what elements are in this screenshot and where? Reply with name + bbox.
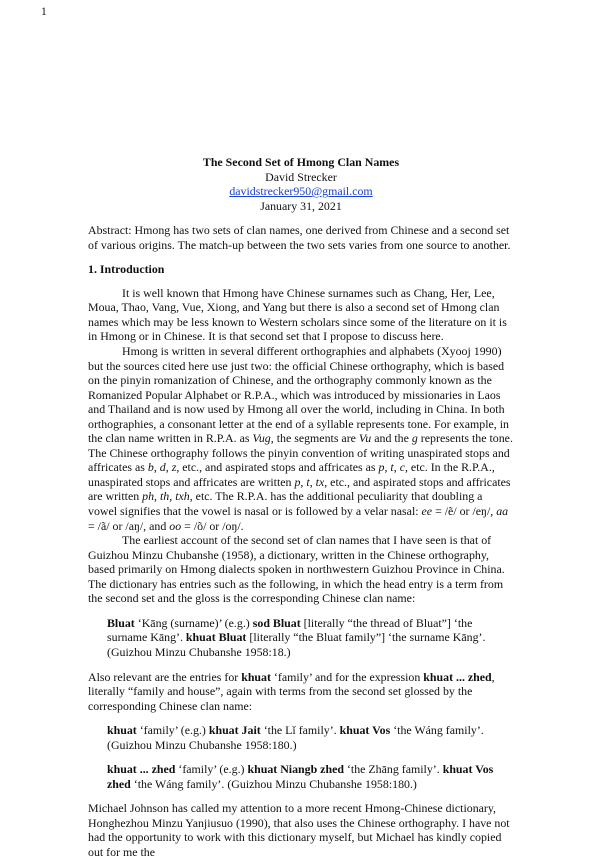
text-run: ‘the Wáng family’. (Guizhou Minzu Chubanshe 1958:180.) <box>107 723 484 752</box>
bold-term: khuat <box>241 669 271 684</box>
italic-term: d <box>159 460 166 475</box>
text-run: and the <box>371 431 412 446</box>
italic-term: g <box>411 431 418 446</box>
paragraph <box>88 670 514 714</box>
block-quote <box>107 616 514 660</box>
text-run: Michael Johnson has called my attention to a more recent Hmong-Chinese dictionary, Honghezhou Minzu Yanjiusuo (1990), that also uses the Chinese orthography. I have not had the opportunity to work with this dictionary myself, but Michael has kindly copied out for me the <box>88 801 510 859</box>
bold-term: khuat Jait <box>208 723 261 738</box>
italic-term: t <box>306 474 310 489</box>
author-name: David Strecker <box>265 169 337 184</box>
text-run: , etc. The R.P.A. has the additional peculiarity that doubling a vowel signifies that the vowel is nasal or is followed by a velar nasal: <box>88 489 483 519</box>
paragraph <box>88 286 514 344</box>
text-run: , <box>169 489 176 504</box>
abstract: Abstract: Hmong has two sets of clan names, one derived from Chinese and a second set of various origins. The match-up between the two sets varies from one source to another. <box>88 223 511 252</box>
bold-term: Bluat <box>107 615 135 630</box>
document-page <box>88 155 514 860</box>
text-run: Also relevant are the entries for <box>88 669 242 684</box>
text-run: The earliest account of the second set of clan names that I have seen is that of Guizhou Minzu Chubanshe (1958), a dictionary, written in the Chinese orthography, based primarily on Hmong dialects spoken in northwestern Guizhou Province in China. The dictionary has entries such as the following, in which the head entry is a term from the second set and the gloss is the corresponding Chinese clan name: <box>88 533 505 606</box>
text-run: = /õ/ or /oŋ/. <box>181 518 244 533</box>
text-run: , <box>153 460 160 475</box>
text-run: = /ẽ/ or /eŋ/, <box>432 504 497 519</box>
text-run: It is well known that Hmong have Chinese surnames such as Chang, Her, Lee, Moua, Thao, Vang, Vue, Xiong, and Yang but there is also a second set of Hmong clan names which may be less known to Western scholars since some of the literature on it is in Hmong or in Chinese. It is that second set that I propose to discuss here. <box>88 285 507 344</box>
bold-term: khuat Vos <box>339 723 391 738</box>
text-run: , literally “family and house”, again with terms from the second set glossed by the corresponding Chinese clan name: <box>88 669 495 713</box>
text-run: = /ã/ or /aŋ/, and <box>88 518 170 533</box>
text-run: represents the tone. The Chinese orthography follows the pinyin convention of writing unaspirated stops and affricates as <box>88 431 513 475</box>
author-email-link[interactable]: davidstrecker950@gmail.com <box>229 184 373 199</box>
document-title: The Second Set of Hmong Clan Names <box>202 155 400 169</box>
text-run: , the segments are <box>270 431 359 446</box>
italic-term: Vu <box>358 431 372 446</box>
bold-term: khuat Bluat <box>185 630 247 645</box>
text-run: [literally “the Bluat family”] ‘the surname Kāng’. (Guizhou Minzu Chubanshe 1958:18.) <box>107 630 486 659</box>
paragraph <box>88 344 514 533</box>
text-run: ‘family’ (e.g.) <box>136 723 209 738</box>
text-run: , <box>393 460 400 475</box>
text-run: , etc., and aspirated stops and affricates as <box>176 460 379 475</box>
text-run: ‘the Wáng family’. (Guizhou Minzu Chubanshe 1958:180.) <box>130 776 417 791</box>
italic-term: c <box>399 460 405 475</box>
italic-term: z <box>171 460 177 475</box>
text-run: , <box>384 460 391 475</box>
text-run: ‘family’ (e.g.) <box>175 762 248 777</box>
italic-term: b <box>147 460 154 475</box>
bold-term: khuat <box>107 723 137 738</box>
text-run: ‘Kāng (surname)’ (e.g.) <box>134 615 253 630</box>
section-heading: 1. Introduction <box>88 262 165 277</box>
bold-term: sod Bluat <box>252 615 301 630</box>
text-run: ‘the Zhāng family’. <box>343 762 443 777</box>
italic-term: tx <box>315 474 325 489</box>
block-quote <box>107 723 514 752</box>
italic-term: p <box>378 460 385 475</box>
page-number: 1 <box>41 6 47 18</box>
italic-term: txh <box>175 489 190 504</box>
italic-term: p <box>294 474 301 489</box>
body-text <box>88 286 514 860</box>
text-run: ‘family’ and for the expression <box>270 669 424 684</box>
italic-term: aa <box>496 504 509 519</box>
text-run: , <box>154 489 160 504</box>
bold-term: khuat ... zhed <box>423 669 492 684</box>
block-quote <box>107 762 514 791</box>
italic-term: ph <box>142 489 155 504</box>
italic-term: oo <box>169 518 182 533</box>
text-run: Hmong is written in several different orthographies and alphabets (Xyooj 1990) but the sources cited here use just two: the official Chinese orthography, which is based on the pinyin romanization of Chinese, and the orthography commonly known as the Romanized Popular Alphabet or R.P.A., which was introduced by missionaries in Laos and Thailand and is now used by Hmong all over the world, including in China. In both orthographies, a consonant letter at the end of a syllable represents tone. For example, in the clan name written in R.P.A. as <box>88 344 509 446</box>
paragraph <box>88 801 514 859</box>
text-run: , etc., and aspirated stops and affricates are written <box>88 474 511 504</box>
italic-term: Vug <box>252 431 271 446</box>
bold-term: khuat ... zhed <box>107 762 176 777</box>
italic-term: ee <box>421 504 433 519</box>
italic-term: t <box>390 460 394 475</box>
text-run: , etc. In the R.P.A., unaspirated stops and affricates are written <box>88 460 495 489</box>
italic-term: th <box>160 489 170 504</box>
bold-term: khuat Vos zhed <box>107 762 494 791</box>
text-run: [literally “the thread of Bluat”] ‘the surname Kāng’. <box>107 615 473 645</box>
text-run: , <box>165 460 172 475</box>
paragraph <box>88 533 514 606</box>
text-run: , <box>309 474 316 489</box>
text-run: , <box>300 474 307 489</box>
bold-term: khuat Niangb zhed <box>247 762 344 777</box>
document-date: January 31, 2021 <box>260 198 342 213</box>
text-run: ‘the Lǐ family’. <box>260 723 340 738</box>
